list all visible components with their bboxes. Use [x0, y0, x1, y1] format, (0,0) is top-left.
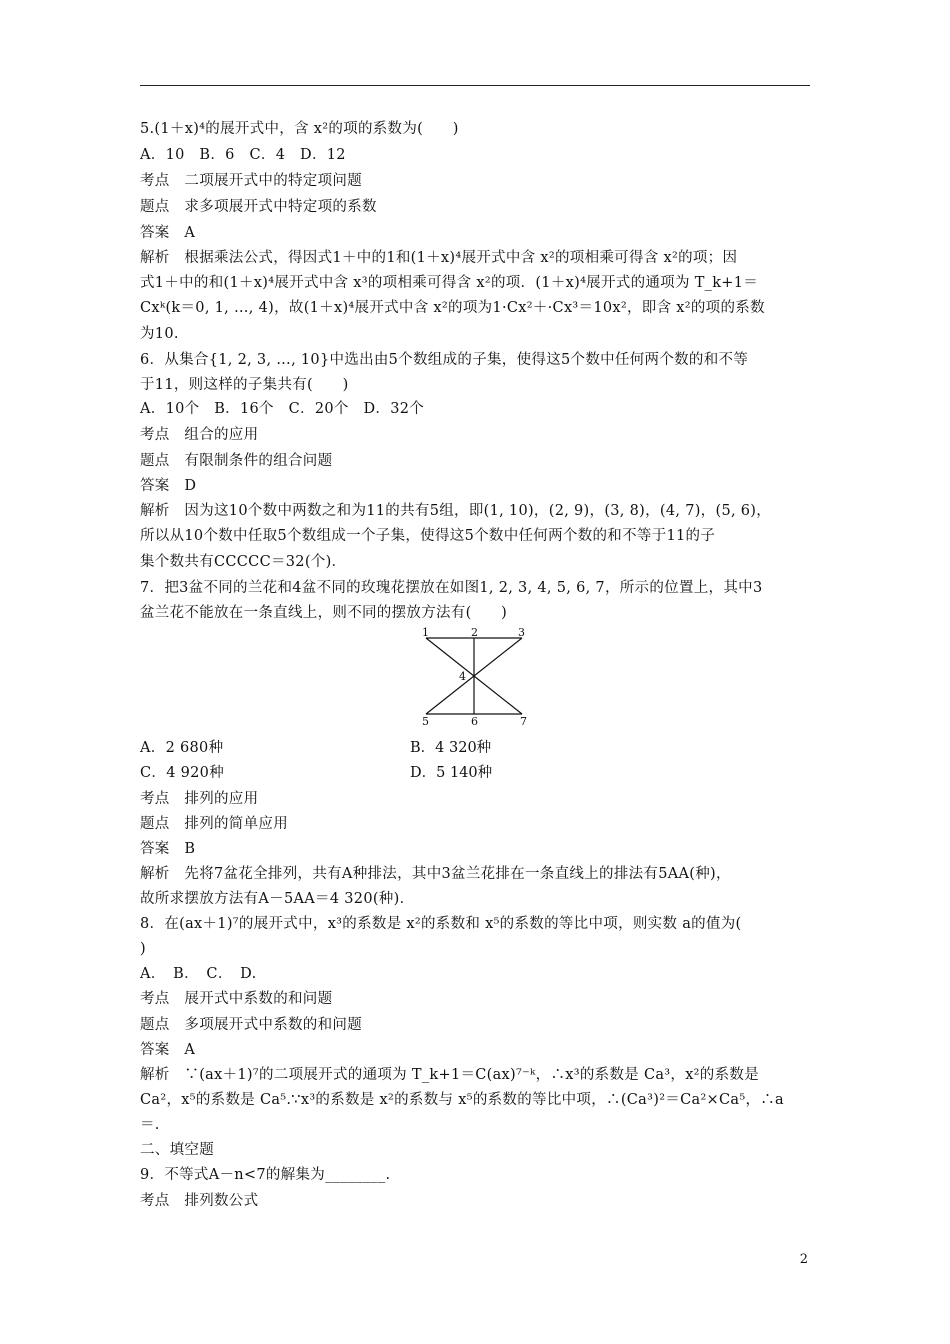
- text-line: 9．不等式A－n<7的解集为________.: [140, 1167, 391, 1183]
- text-line: 答案 B: [140, 841, 196, 857]
- text-line: 7．把3盆不同的兰花和4盆不同的玫瑰花摆放在如图1, 2, 3, 4, 5, 6, 7，所示的位置上，其中3: [140, 580, 763, 596]
- text-line: 考点 排列的应用: [140, 791, 259, 807]
- text-line: 解析 ∵(ax＋1)⁷的二项展开式的通项为 T_k+1＝C(ax)⁷⁻ᵏ，∴x³的系数是 Ca³，x²的系数是: [140, 1067, 759, 1083]
- position-figure: [410, 626, 540, 726]
- text-line: 盆兰花不能放在一条直线上，则不同的摆放方法有( ): [140, 605, 508, 621]
- text-line: 题点 多项展开式中系数的和问题: [140, 1017, 362, 1033]
- text-line: 考点 二项展开式中的特定项问题: [140, 173, 362, 189]
- text-line: 6．从集合{1, 2, 3, …, 10}中选出由5个数组成的子集，使得这5个数中任何两个数的和不等: [140, 352, 749, 368]
- text-line: A．10 B．6 C．4 D．12: [140, 147, 346, 163]
- figure-label-5: 5: [422, 715, 429, 726]
- text-line: 考点 组合的应用: [140, 427, 259, 443]
- text-line: 答案 D: [140, 478, 197, 494]
- text-line: 答案 A: [140, 1042, 196, 1058]
- text-line: 式1＋中的和(1＋x)⁴展开式中含 x³的项相乘可得含 x²的项．(1＋x)⁴展开式的通项为 T_k+1＝: [140, 275, 759, 291]
- text-line: 解析 根据乘法公式，得因式1＋中的1和(1＋x)⁴展开式中含 x²的项相乘可得含 x²的项；因: [140, 250, 738, 266]
- text-line: 解析 因为这10个数中两数之和为11的共有5组，即(1, 10)，(2, 9)，(3, 8)，(4, 7)，(5, 6)，: [140, 503, 772, 519]
- text-line: 题点 有限制条件的组合问题: [140, 453, 333, 469]
- option-b: B．4 320种: [410, 740, 492, 756]
- text-line: 题点 求多项展开式中特定项的系数: [140, 199, 377, 215]
- text-line: Cxᵏ(k＝0, 1, …, 4)，故(1＋x)⁴展开式中含 x²的项为1·Cx²＋·Cx³＝10x²，即含 x²的项的系数: [140, 300, 765, 316]
- text-line: 于11，则这样的子集共有( ): [140, 377, 349, 393]
- header-rule: [140, 85, 810, 86]
- section-heading: 二、填空题: [140, 1142, 214, 1158]
- figure-label-3: 3: [518, 626, 525, 639]
- text-line: 答案 A: [140, 225, 196, 241]
- text-line: 8．在(ax＋1)⁷的展开式中，x³的系数是 x²的系数和 x⁵的系数的等比中项，则实数 a的值为(: [140, 916, 742, 932]
- option-c: C．4 920种: [140, 765, 225, 781]
- text-line: 5.(1＋x)⁴的展开式中，含 x²的项的系数为( ): [140, 121, 459, 137]
- text-line: ): [140, 941, 146, 957]
- text-line: 考点 排列数公式: [140, 1193, 259, 1209]
- text-line: 为10.: [140, 326, 179, 342]
- text-line: Ca²，x⁵的系数是 Ca⁵.∵x³的系数是 x²的系数与 x⁵的系数的等比中项，∴(Ca³)²＝Ca²×Ca⁵，∴a: [140, 1092, 785, 1108]
- text-line: A．10个 B．16个 C．20个 D．32个: [140, 401, 425, 417]
- text-line: ＝.: [140, 1117, 160, 1133]
- text-line: 集个数共有CCCCC＝32(个)．: [140, 554, 347, 570]
- figure-label-1: 1: [422, 626, 429, 639]
- option-a: A．2 680种: [140, 740, 224, 756]
- figure-label-4: 4: [459, 670, 466, 683]
- text-line: 考点 展开式中系数的和问题: [140, 991, 333, 1007]
- text-line: 解析 先将7盆花全排列，共有A种排法，其中3盆兰花排在一条直线上的排法有5AA(种)，: [140, 866, 731, 882]
- figure-label-6: 6: [471, 715, 478, 726]
- page-number: 2: [799, 1252, 808, 1267]
- text-line: 故所求摆放方法有A－5AA＝4 320(种)．: [140, 891, 415, 907]
- figure-label-2: 2: [471, 626, 478, 639]
- figure-label-7: 7: [520, 715, 527, 726]
- text-line: 所以从10个数中任取5个数组成一个子集，使得这5个数中任何两个数的和不等于11的子: [140, 528, 716, 544]
- text-line: A． B． C． D.: [140, 966, 257, 982]
- text-line: 题点 排列的简单应用: [140, 816, 288, 832]
- option-d: D．5 140种: [410, 765, 493, 781]
